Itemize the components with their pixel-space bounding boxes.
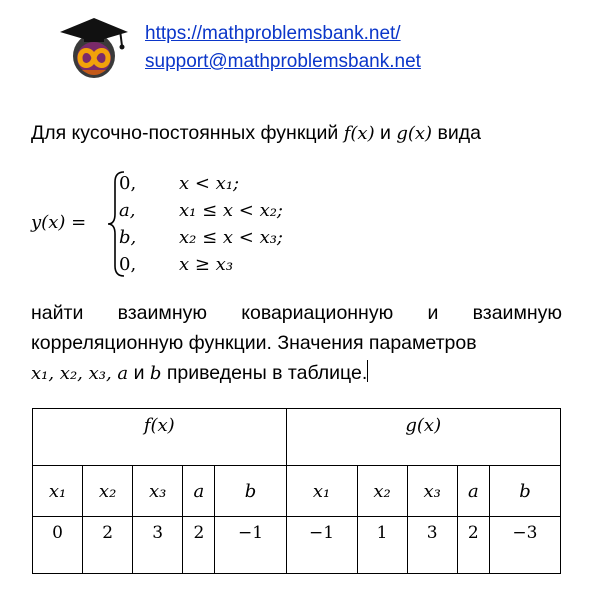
task-last-line bbox=[31, 358, 562, 389]
case-row bbox=[119, 170, 379, 197]
support-email-link[interactable]: support@mathproblemsbank.net bbox=[145, 51, 421, 72]
group-header-g: g(x) bbox=[286, 409, 561, 466]
task-param-b: b bbox=[149, 363, 162, 384]
piecewise-cases bbox=[119, 170, 379, 278]
column-header: b bbox=[215, 466, 286, 517]
group-header-f: f(x) bbox=[33, 409, 287, 466]
case-value: b, bbox=[119, 227, 137, 248]
table-cell: 3 bbox=[407, 517, 457, 574]
column-header: x₃ bbox=[407, 466, 457, 517]
case-value: 0, bbox=[119, 173, 137, 194]
case-value: a, bbox=[119, 200, 136, 221]
task-line: найти взаимную ковариационную и взаимную корреляционную функции. Значения параметров bbox=[31, 302, 562, 354]
table-row bbox=[33, 517, 561, 574]
task-params: x₁, x₂, x₃, a bbox=[31, 363, 129, 384]
table-cell: 0 bbox=[33, 517, 83, 574]
table-group-row bbox=[33, 409, 561, 466]
table-cell: 3 bbox=[133, 517, 183, 574]
column-header: b bbox=[489, 466, 560, 517]
table-cell: 2 bbox=[183, 517, 215, 574]
function-g: g(x) bbox=[396, 123, 433, 144]
piecewise-definition bbox=[31, 168, 571, 280]
case-condition: x < x₁; bbox=[179, 173, 240, 194]
parameters-table bbox=[32, 408, 561, 574]
case-value: 0, bbox=[119, 254, 137, 275]
table-cell: −1 bbox=[215, 517, 286, 574]
column-header: x₁ bbox=[33, 466, 83, 517]
piecewise-lhs: y(x) = bbox=[31, 212, 87, 233]
task-text bbox=[31, 298, 562, 389]
table-cell: −1 bbox=[286, 517, 357, 574]
table-header-row bbox=[33, 466, 561, 517]
column-header: x₃ bbox=[133, 466, 183, 517]
text-cursor bbox=[367, 360, 368, 382]
case-condition: x₂ ≤ x < x₃; bbox=[179, 227, 284, 248]
case-condition: x ≥ x₃ bbox=[179, 254, 234, 275]
intro-text-before: Для кусочно-постоянных функций bbox=[31, 122, 344, 144]
contact-links bbox=[145, 20, 421, 76]
table-cell: 2 bbox=[83, 517, 133, 574]
intro-text-after: вида bbox=[432, 122, 481, 144]
case-row bbox=[119, 224, 379, 251]
intro-text bbox=[31, 122, 571, 145]
task-line-end: приведены в таблице. bbox=[161, 362, 368, 384]
column-header: x₁ bbox=[286, 466, 357, 517]
table-cell: 2 bbox=[457, 517, 489, 574]
intro-and: и bbox=[374, 122, 397, 144]
column-header: a bbox=[183, 466, 215, 517]
case-row bbox=[119, 251, 379, 278]
task-and: и bbox=[128, 362, 150, 384]
case-row bbox=[119, 197, 379, 224]
mathproblemsbank-logo bbox=[58, 12, 130, 80]
case-condition: x₁ ≤ x < x₂; bbox=[179, 200, 284, 221]
column-header: a bbox=[457, 466, 489, 517]
table-cell: −3 bbox=[489, 517, 560, 574]
column-header: x₂ bbox=[357, 466, 407, 517]
table-cell: 1 bbox=[357, 517, 407, 574]
website-link[interactable]: https://mathproblemsbank.net/ bbox=[145, 23, 401, 44]
column-header: x₂ bbox=[83, 466, 133, 517]
function-f: f(x) bbox=[343, 123, 375, 144]
